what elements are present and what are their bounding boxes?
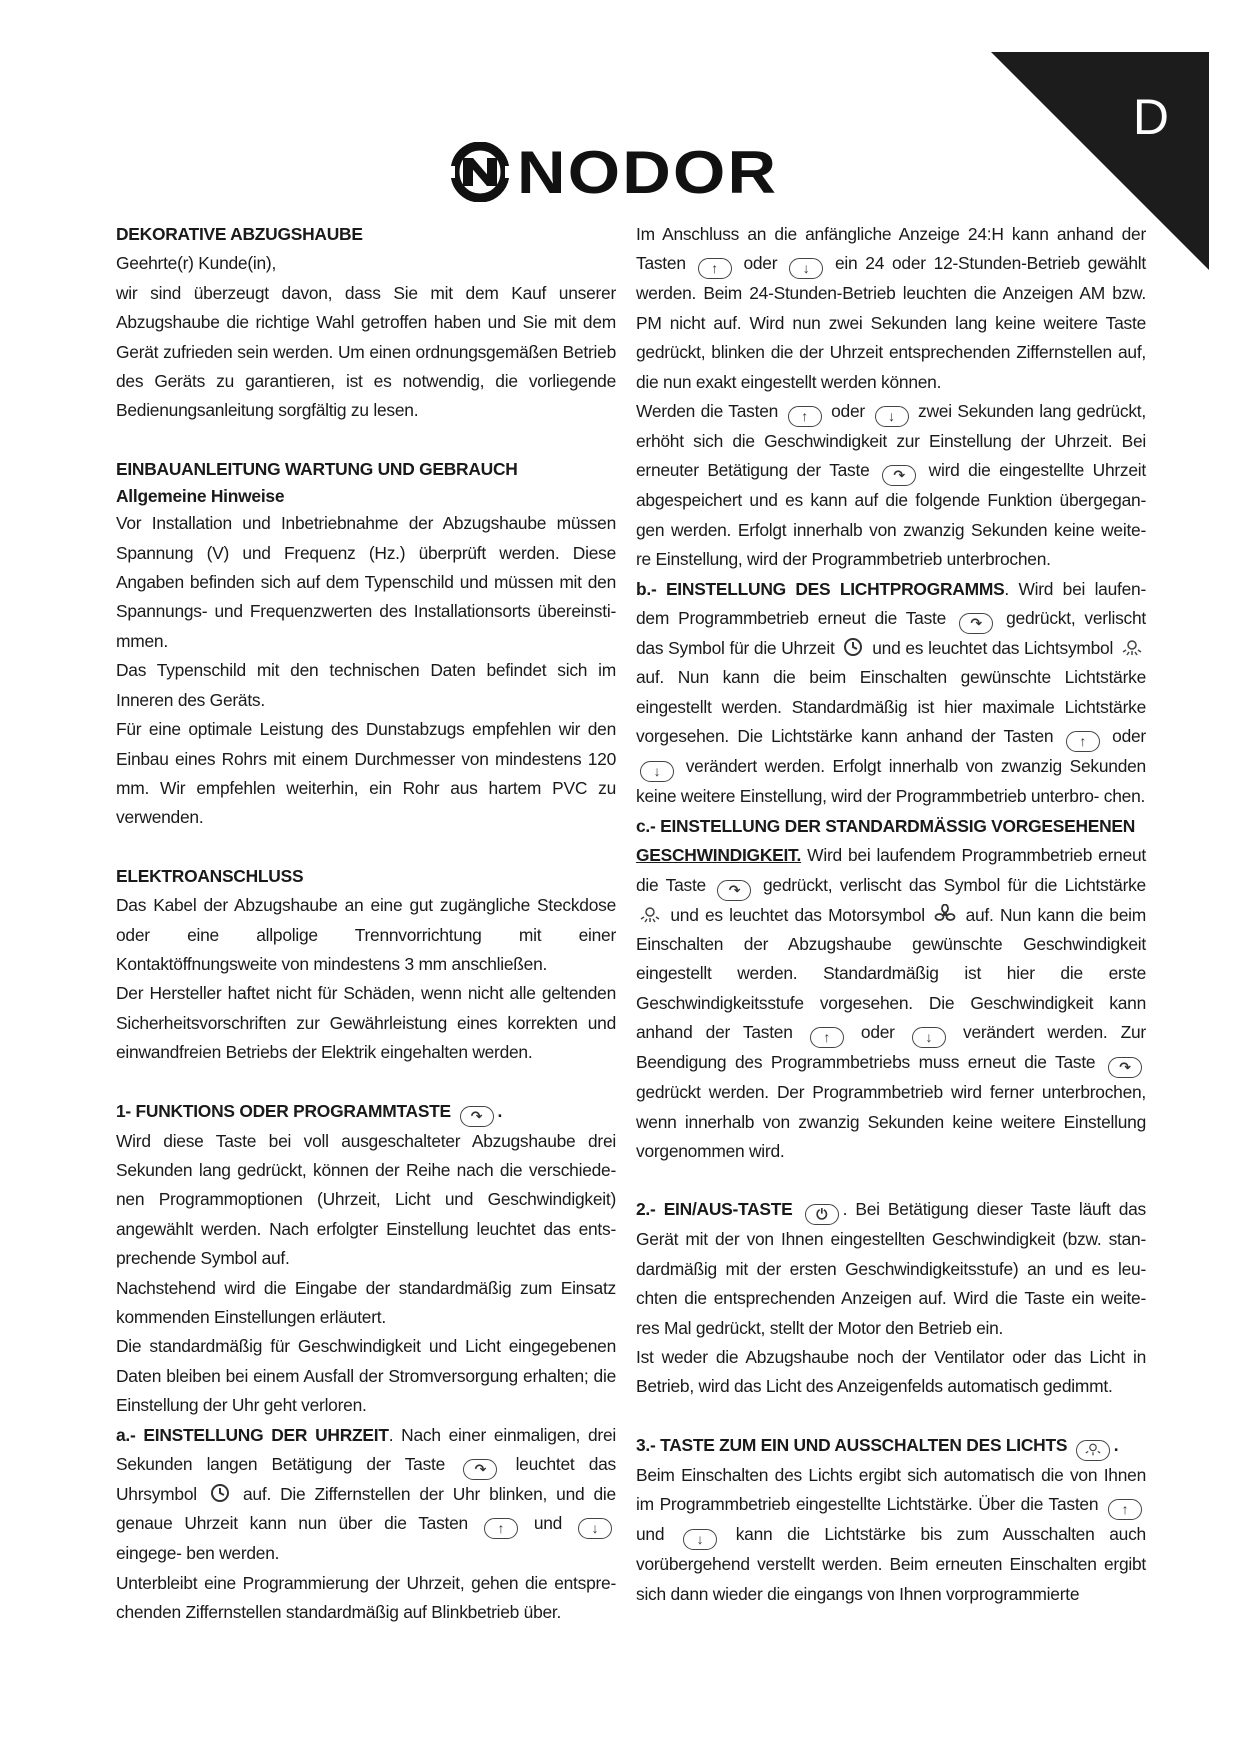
function-paragraph-2: Nachstehend wird die Eingabe der standardmäßig zum Einsatz kommenden Einstellungen erläutert. <box>116 1277 616 1327</box>
document-title: DEKORATIVE ABZUGSHAUBE <box>116 224 363 244</box>
power-key-paragraph: 2.- EIN/AUS-TASTE ⏻ . Bei Betätigung dieser Taste läuft das Gerät mit der von Ihnen eingestellten Geschwindigkeit (bzw. stan- dardmäßig mit der ersten Geschwindigkeitsstufe) an und es leu- chten die entsprechenden Anzeigen auf. Wird die Taste ein weite- res Mal gedrückt, stellt der Motor den Betrieb ein. <box>636 1199 1146 1338</box>
power-key-paragraph-2: Ist weder die Abzugshaube noch der Ventilator oder das Licht in Betrieb, wird das Licht des Anzeigenfelds automatisch gedimmt. <box>636 1346 1146 1397</box>
light-key-heading-line: 3.- TASTE ZUM EIN UND AUSSCHALTEN DES LICHTS . <box>636 1431 1146 1461</box>
greeting: Geehrte(r) Kunde(in), <box>116 253 277 274</box>
general-subheading: Allgemeine Hinweise <box>116 486 285 507</box>
electrical-heading: ELEKTROANSCHLUSS <box>116 865 304 886</box>
program-key-icon: ↷ <box>463 1459 497 1480</box>
brand-logo <box>447 138 779 206</box>
install-heading: EINBAUANLEITUNG WARTUNG UND GEBRAUCH <box>116 458 518 479</box>
electrical-paragraph-1: Das Kabel der Abzugshaube an eine gut zugängliche Steckdose oder eine allpolige Trennvorrichtung mit einer Kontaktöffnungsweite von mindestens 3 mm anschließen. <box>116 895 616 974</box>
clock-icon <box>209 1483 231 1503</box>
up-key-icon: ↑ <box>1066 731 1100 752</box>
general-paragraph-1: Vor Installation und Inbetriebnahme der Abzugshaube müssen Spannung (V) und Frequenz (Hz.) überprüft werden. Diese Angaben befinden sich auf dem Typenschild und müssen mit den Spannungs- und Frequenzwerten des Installationsorts übereinsti- mmen. <box>116 513 616 651</box>
program-key-icon: ↷ <box>717 880 751 901</box>
program-key-icon: ↷ <box>460 1106 494 1127</box>
power-key-heading: 2.- EIN/AUS-TASTE <box>636 1199 793 1220</box>
up-key-icon: ↑ <box>810 1027 844 1048</box>
function-paragraph-3: Die standardmäßig für Geschwindigkeit und Licht eingegebenen Daten bleiben bei einem Ausfall der Stromversorgung erhalten; die Einstellung der Uhr geht verloren. <box>116 1336 616 1416</box>
right-column <box>636 220 1146 1609</box>
up-key-icon: ↑ <box>698 258 732 279</box>
function-heading: 1- FUNKTIONS ODER PROGRAMMTASTE <box>116 1100 451 1121</box>
down-key-icon: ↓ <box>912 1027 946 1048</box>
speed-program-paragraph: GESCHWINDIGKEIT. Wird bei laufendem Programmbetrieb erneut die Taste ↷ gedrückt, verlischt das Symbol für die Lichtstärke und es leuchtet das Motorsymbol auf. Nun kann die beim Einschalten der Abzugshaube gewünschte Geschwindigkeit eingestellt werden. Standardmäßig ist hier die erste Geschwindigkeitsstufe vorgesehen. Die Geschwindigkeit kann anhand der Tasten ↑ oder ↓ verändert werden. Zur Beendigung des Programmbetriebs muss erneut die Taste ↷ gedrückt werden. Der Programmbetrieb wird ferner unterbrochen, wenn innerhalb von zwanzig Sekunden keine weitere Einstellung vorgenommen wird. <box>636 845 1146 1161</box>
clock-icon <box>842 637 864 657</box>
up-key-icon: ↑ <box>1108 1499 1142 1520</box>
clock-setting-paragraph-2: Unterbleibt eine Programmierung der Uhrzeit, gehen die entspre- chenden Ziffernstellen standardmäßig auf Blinkbetrieb über. <box>116 1572 616 1623</box>
brand-wordmark: NODOR <box>517 138 779 206</box>
down-key-icon: ↓ <box>640 761 674 782</box>
up-key-icon: ↑ <box>788 406 822 427</box>
program-key-icon: ↷ <box>959 613 993 634</box>
general-paragraph-2: Das Typenschild mit den technischen Daten befindet sich im Inneren des Geräts. <box>116 660 616 710</box>
down-key-icon: ↓ <box>875 406 909 427</box>
light-program-heading: b.- EINSTELLUNG DES LICHTPROGRAMMS <box>636 578 1005 599</box>
brand-logo-icon <box>447 142 513 202</box>
clock-setting-heading: a.- EINSTELLUNG DER UHRZEIT <box>116 1424 389 1445</box>
electrical-paragraph-2: Der Hersteller haftet nicht für Schäden, wenn nicht alle geltenden Sicherheitsvorschriften zur Gewährleistung eines korrekten und einwandfreien Betriebs der Elektrik eingehalten werden. <box>116 983 616 1063</box>
function-paragraph-1: Wird diese Taste bei voll ausgeschalteter Abzugshaube drei Sekunden lang gedrückt, können der Reihe nach die verschiede- nen Programmoptionen (Uhrzeit, Licht und Geschwindigkeit) angewählt werden. Nach erfolgter Einstellung leuchtet das ents- prechende Symbol auf. <box>116 1130 616 1269</box>
intro-paragraph: wir sind überzeugt davon, dass Sie mit dem Kauf unserer Abzugshaube die richtige Wahl getroffen haben und Sie mit dem Gerät zufrieden sein werden. Um einen ordnungsgemäßen Betrieb des Geräts zu garantieren, ist es notwendig, die vorliegende Bedienungsanleitung sorgfältig zu lesen. <box>116 282 616 421</box>
language-letter: D <box>1132 89 1169 145</box>
down-key-icon: ↓ <box>578 1518 612 1539</box>
program-key-icon: ↷ <box>882 465 916 486</box>
speed-program-heading: c.- EINSTELLUNG DER STANDARDMÄSSIG VORGESEHENEN <box>636 815 1136 836</box>
light-key-icon <box>1076 1440 1110 1461</box>
left-column <box>116 220 616 1628</box>
fan-icon <box>934 904 956 924</box>
light-program-paragraph: b.- EINSTELLUNG DES LICHTPROGRAMMS. Wird bei laufen- dem Programmbetrieb erneut die Taste ↷ gedrückt, verlischt das Symbol für die Uhrzeit und es leuchtet das Lichtsymbol auf. Nun kann die beim Einschalten gewünschte Lichtstärke eingestellt werden. Standardmäßig ist hier maximale Lichtstärke vorgesehen. Die Lichtstärke kann anhand der Tasten ↑ oder ↓ verändert werden. Erfolgt innerhalb von zwanzig Sekunden keine weitere Einstellung, wird der Programmbetrieb unterbro- chen. <box>636 578 1146 807</box>
light-icon <box>639 904 661 924</box>
light-key-paragraph: Beim Einschalten des Lichts ergibt sich automatisch die von Ihnen im Programmbetrieb eingestellte Lichtstärke. Über die Tasten ↑ und ↓ kann die Lichtstärke bis zum Ausschalten auch vorübergehend verstellt werden. Beim erneuten Einschalten ergibt sich dann wieder die eingangs von Ihnen vorprogrammierte <box>636 1464 1146 1604</box>
down-key-icon: ↓ <box>789 258 823 279</box>
down-key-icon: ↓ <box>683 1529 717 1550</box>
general-paragraph-3: Für eine optimale Leistung des Dunstabzugs empfehlen wir den Einbau eines Rohrs mit einem Durchmesser von mindestens 120 mm. Wir empfehlen weiterhin, ein Rohr aus hartem PVC zu verwenden. <box>116 719 616 828</box>
clock-speed-paragraph: Werden die Tasten ↑ oder ↓ zwei Sekunden lang gedrückt, erhöht sich die Geschwindigkeit zur Einstellung der Uhrzeit. Bei erneuter Betätigung der Taste ↷ wird die eingestellte Uhrzeit abgespeichert und es kann auf die folgende Funktion übergegan- gen werden. Erfolgt innerhalb von zwanzig Sekunden keine weite- re Einstellung, wird der Programmbetrieb unterbrochen. <box>636 401 1146 570</box>
power-key-icon: ⏻ <box>805 1204 839 1225</box>
program-key-icon: ↷ <box>1108 1057 1142 1078</box>
function-heading-line: 1- FUNKTIONS ODER PROGRAMMTASTE ↷ . <box>116 1097 616 1127</box>
up-key-icon: ↑ <box>484 1518 518 1539</box>
clock-setting-paragraph: a.- EINSTELLUNG DER UHRZEIT. Nach einer einmaligen, drei Sekunden langen Betätigung der Taste ↷ leuchtet das Uhrsymbol auf. Die Ziffernstellen der Uhr blinken, und die genaue Uhrzeit kann nun über die Tasten ↑ und ↓ eingege- ben werden. <box>116 1424 617 1564</box>
clock-mode-paragraph: Im Anschluss an die anfängliche Anzeige 24:H kann anhand der Tasten ↑ oder ↓ ein 24 oder 12-Stunden-Betrieb gewählt werden. Beim 24-Stunden-Betrieb leuchten die Anzeigen AM bzw. PM nicht auf. Wird nun zwei Sekunden lang keine weitere Taste gedrückt, blinken die der Uhrzeit entsprechenden Ziffernstellen auf, die nun exakt eingestellt werden können. <box>636 224 1146 392</box>
speed-program-heading-2: GESCHWINDIGKEIT. <box>636 845 802 866</box>
light-key-heading: 3.- TASTE ZUM EIN UND AUSSCHALTEN DES LICHTS <box>636 1434 1068 1455</box>
light-icon <box>1121 637 1143 657</box>
